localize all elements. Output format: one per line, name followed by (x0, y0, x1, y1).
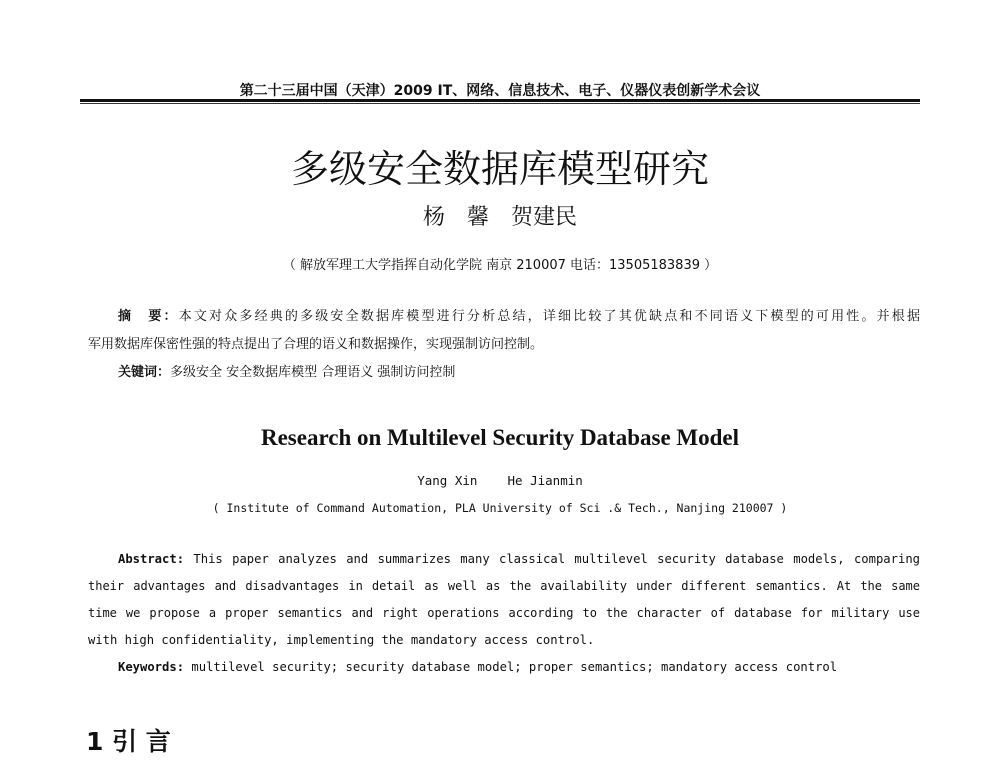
abstract-en-line: with high confidentiality, implementing the mandatory access control. (88, 633, 595, 647)
conference-header: 第二十三届中国（天津）2009 IT、网络、信息技术、电子、仪器仪表创新学术会议 (239, 83, 761, 99)
header-rule-thin (80, 103, 920, 104)
section-heading: 1 引 言 (86, 727, 171, 756)
abstract-en-label: Abstract: (118, 552, 185, 566)
title-cn: 多级安全数据库模型研究 (290, 147, 709, 191)
affiliation-en: ( Institute of Command Automation, PLA University of Sci .& Tech., Nanjing 210007 ) (212, 501, 788, 515)
affiliation-cn: （ 解放军理工大学指挥自动化学院 南京 210007 电话：13505183839 ） (282, 258, 718, 273)
abstract-en-line: their advantages and disadvantages in detail as well as the availability under different semantics. At the same (88, 579, 920, 593)
header-rule (80, 99, 920, 102)
abstract-cn-line: 军用数据库保密性强的特点提出了合理的语义和数据操作，实现强制访问控制。 (88, 337, 544, 352)
abstract-en-line: Abstract: This paper analyzes and summarizes many classical multilevel security database models, comparing (118, 552, 920, 566)
authors-cn: 杨 馨 贺建民 (422, 205, 577, 230)
abstract-en-line: time we propose a proper semantics and right operations according to the character of database for military use (88, 606, 920, 620)
authors-en: Yang Xin He Jianmin (417, 473, 583, 488)
abstract-cn-label: 摘 要： (118, 309, 179, 324)
keywords-en: Keywords: multilevel security; security database model; proper semantics; mandatory access control (118, 660, 838, 674)
abstract-cn-line: 摘 要：本文对众多经典的多级安全数据库模型进行分析总结，详细比较了其优缺点和不同语义下模型的可用性。并根据 (118, 309, 920, 324)
title-en: Research on Multilevel Security Database Model (260, 425, 740, 450)
keywords-cn: 关键词：多级安全 安全数据库模型 合理语义 强制访问控制 (118, 365, 456, 380)
